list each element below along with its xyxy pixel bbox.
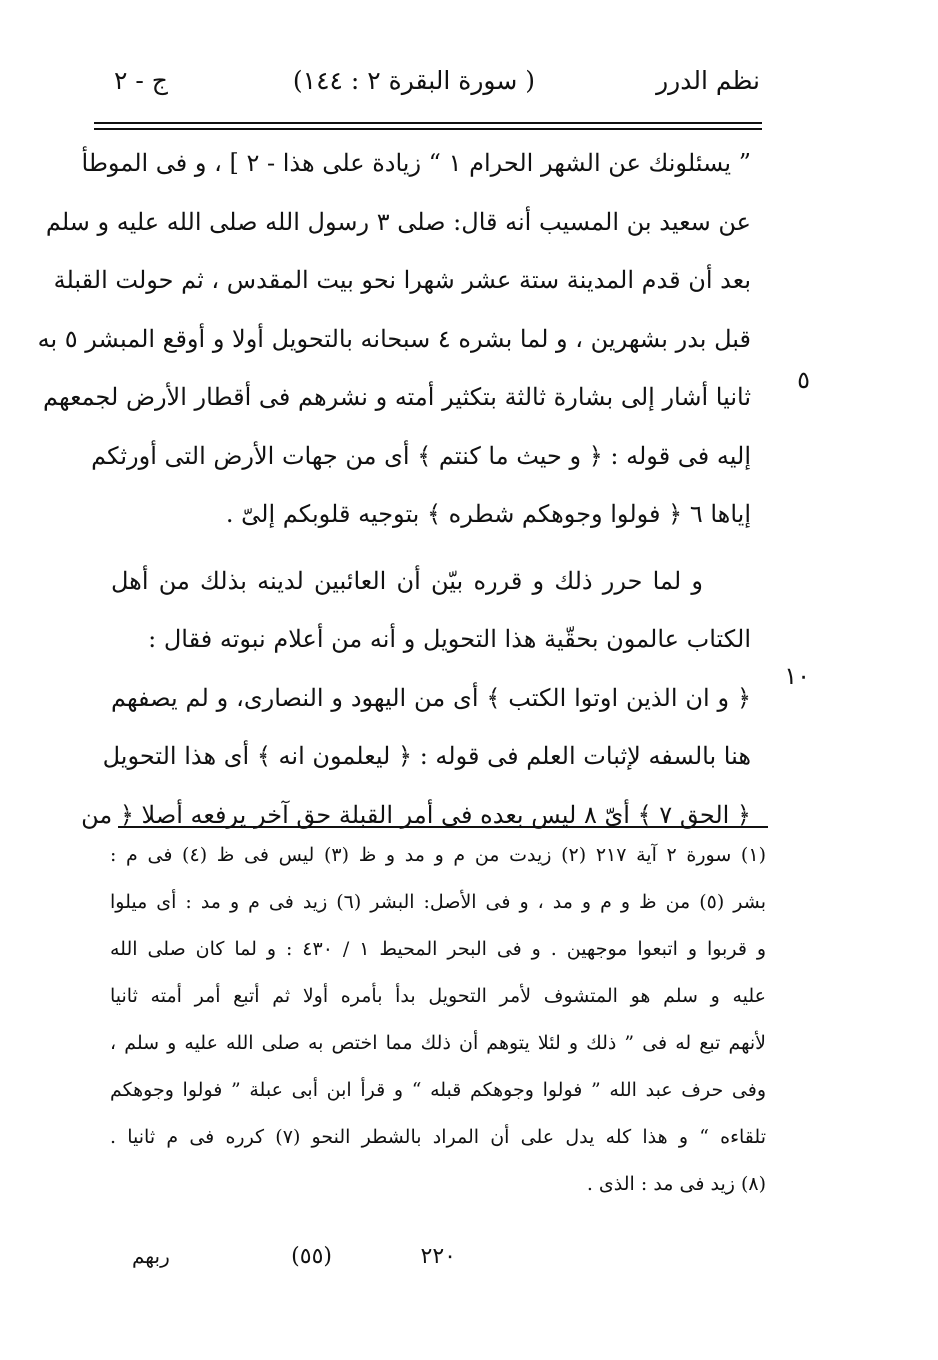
footnote-line: (٨) زيد فى مد : الذى . [586, 1173, 766, 1195]
footnote-line: لأنهم تبع له فى ” ذلك و لئلا يتوهم أن ذلك مما اختص به صلى الله عليه و سلم ، [110, 1032, 766, 1054]
text-line: بعد أن قدم المدينة ستة عشر شهرا نحو بيت المقدس ، ثم حولت القبلة [53, 266, 751, 294]
footnote-line: (١) سورة ٢ آية ٢١٧ (٢) زيدت من م و مد و ظ (٣) ليس فى ظ (٤) فى م : [110, 844, 766, 866]
text-line: عن سعيد بن المسيب أنه قال: صلى ٣ رسول الله صلى الله عليه و سلم [45, 207, 751, 236]
volume-label: ج - ٢ [114, 66, 168, 95]
text-line: قبل بدر بشهرين ، و لما بشره ٤ سبحانه بالتحويل أولا و أوقع المبشر ٥ به [37, 324, 751, 353]
line-number-5: ٥ [797, 366, 810, 394]
line-number-10: ١٠ [784, 662, 810, 690]
text-line: الكتاب عالمون بحقّية هذا التحويل و أنه من أعلام نبوته فقال : [148, 625, 751, 653]
footnote-separator [118, 826, 768, 828]
footnotes [110, 832, 766, 1208]
header-rule-top [94, 122, 762, 124]
text-line: ﴿ الحق ٧ ﴾ أىّ ٨ ليس بعده فى أمر القبلة حق آخر يرفعه أصلا ﴿ من [81, 800, 751, 829]
page-number: ٢٢٠ [420, 1244, 456, 1269]
text-line: ” يسئلونك عن الشهر الحرام ١ “ زيادة على هذا - ٢ ] ، و فى الموطأ [81, 149, 751, 177]
text-line: هنا بالسفه لإثبات العلم فى قوله : ﴿ ليعلمون انه ﴾ أى هذا التحويل [102, 742, 751, 770]
footnote-line: و قربوا و اتبعوا موجهين . و فى البحر المحيط ١ / ٤٣٠ : و لما كان صلى الله [110, 938, 767, 960]
header-rule-bottom [94, 128, 762, 130]
running-header [100, 66, 760, 110]
main-text [37, 134, 751, 844]
page-footer [100, 1244, 460, 1284]
catchword: ربهم [132, 1244, 170, 1268]
sheet-number: (٥٥) [291, 1244, 332, 1269]
footnote-line: بشر (٥) من ظ و م و مد ، و فى الأصل: البشر (٦) زيد فى م و مد : أى ميلوا [110, 891, 766, 913]
text-line: إياها ٦ ﴿ فولوا وجوهكم شطره ﴾ بتوجيه قلوبكم إلىّ . [225, 500, 751, 528]
text-line: إليه فى قوله : ﴿ و حيث ما كنتم ﴾ أى من جهات الأرض التى أورثكم [91, 441, 751, 470]
surah-reference: ( سورة البقرة ٢ : ١٤٤) [292, 66, 535, 95]
footnote-line: عليه و سلم هو المتشوف لأمر التحويل بدأ بأمره أولا ثم أتبع أمر أمته ثانيا [110, 985, 766, 1007]
book-title: نظم الدرر [656, 66, 760, 95]
text-line: ثانيا أشار إلى بشارة ثالثة بتكثير أمته و نشرهم فى أقطار الأرض لجمعهم [43, 383, 751, 411]
text-line: و لما حرر ذلك و قرره بيّن أن العائبين لدينه بذلك من أهل [111, 566, 703, 595]
text-line: ﴿ و ان الذين اوتوا الكتب ﴾ أى من اليهود و النصارى، و لم يصفهم [111, 683, 751, 712]
footnote-line: وفى حرف عبد الله ” فولوا وجوهكم قبله “ و قرأ ابن أبى عبلة ” فولوا وجوهكم [110, 1079, 766, 1101]
footnote-line: تلقاءه “ و هذا كله يدل على أن المراد بالشطر النحو (٧) كرره فى م ثانيا . [110, 1126, 766, 1148]
